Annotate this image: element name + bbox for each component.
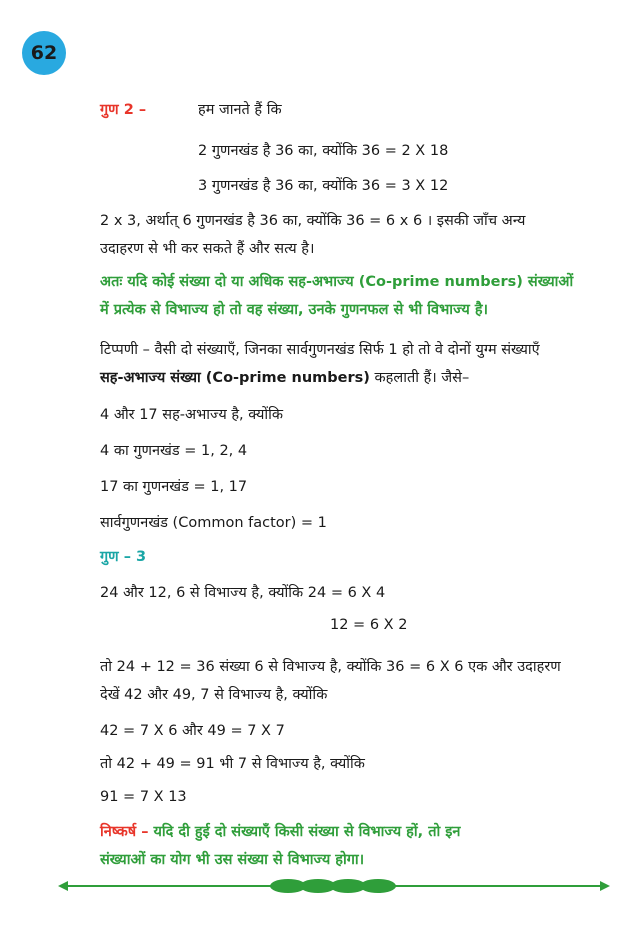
note-example4: सार्वगुणनखंड (Common factor) = 1 bbox=[100, 515, 327, 531]
property3-line3: तो 24 + 12 = 36 संख्या 6 से विभाज्य है, क्योंकि 36 = 6 X 6 एक और उदाहरण bbox=[100, 659, 561, 675]
property3-line6: तो 42 + 49 = 91 भी 7 से विभाज्य है, क्योंकि bbox=[100, 756, 365, 772]
property2-rule2: में प्रत्येक से विभाज्य हो तो वह संख्या, उनके गुणनफल से भी विभाज्य है। bbox=[100, 302, 489, 318]
note-example2: 4 का गुणनखंड = 1, 2, 4 bbox=[100, 443, 248, 459]
property2-para1: 2 x 3, अर्थात् 6 गुणनखंड है 36 का, क्योंकि 36 = 6 x 6 । इसकी जाँच अन्य bbox=[100, 213, 526, 229]
note-example1: 4 और 17 सह-अभाज्य है, क्योंकि bbox=[100, 407, 284, 423]
property3-line4: देखें 42 और 49, 7 से विभाज्य है, क्योंकि bbox=[100, 687, 328, 703]
property2-intro: हम जानते हैं कि bbox=[198, 102, 282, 118]
note-line2-rest: कहलाती हैं। जैसे– bbox=[369, 370, 470, 386]
conclusion-text1: यदि दी हुई दो संख्याएँ किसी संख्या से विभाज्य हों, तो इन bbox=[153, 824, 461, 840]
property2-rule1: अतः यदि कोई संख्या दो या अधिक सह-अभाज्य (Co-prime numbers) संख्याओं bbox=[100, 274, 574, 290]
conclusion-label: निष्कर्ष – bbox=[100, 824, 149, 840]
property2-line1: 2 गुणनखंड है 36 का, क्योंकि 36 = 2 X 18 bbox=[198, 143, 449, 159]
co-prime-term: सह-अभाज्य संख्या (Co-prime numbers) bbox=[100, 370, 370, 386]
property2-label: गुण 2 – bbox=[100, 102, 147, 118]
decorative-divider bbox=[58, 876, 610, 896]
property3-label: गुण – 3 bbox=[100, 549, 147, 565]
property3-line5: 42 = 7 X 6 और 49 = 7 X 7 bbox=[100, 723, 285, 739]
property3-line2: 12 = 6 X 2 bbox=[330, 617, 408, 633]
note-line1: टिप्पणी – वैसी दो संख्याएँ, जिनका सार्वगुणनखंड सिर्फ 1 हो तो वे दोनों युग्म संख्याएँ bbox=[100, 342, 540, 358]
property3-line1: 24 और 12, 6 से विभाज्य है, क्योंकि 24 = 6 X 4 bbox=[100, 585, 386, 601]
page-number-badge: 62 bbox=[22, 31, 66, 75]
note-example3: 17 का गुणनखंड = 1, 17 bbox=[100, 479, 248, 495]
conclusion-line2: संख्याओं का योग भी उस संख्या से विभाज्य होगा। bbox=[100, 852, 365, 868]
property3-line7: 91 = 7 X 13 bbox=[100, 789, 187, 805]
note-line2 bbox=[100, 367, 469, 387]
property2-line2: 3 गुणनखंड है 36 का, क्योंकि 36 = 3 X 12 bbox=[198, 178, 449, 194]
conclusion-line1 bbox=[100, 821, 460, 841]
property2-para2: उदाहरण से भी कर सकते हैं और सत्य है। bbox=[100, 241, 315, 257]
